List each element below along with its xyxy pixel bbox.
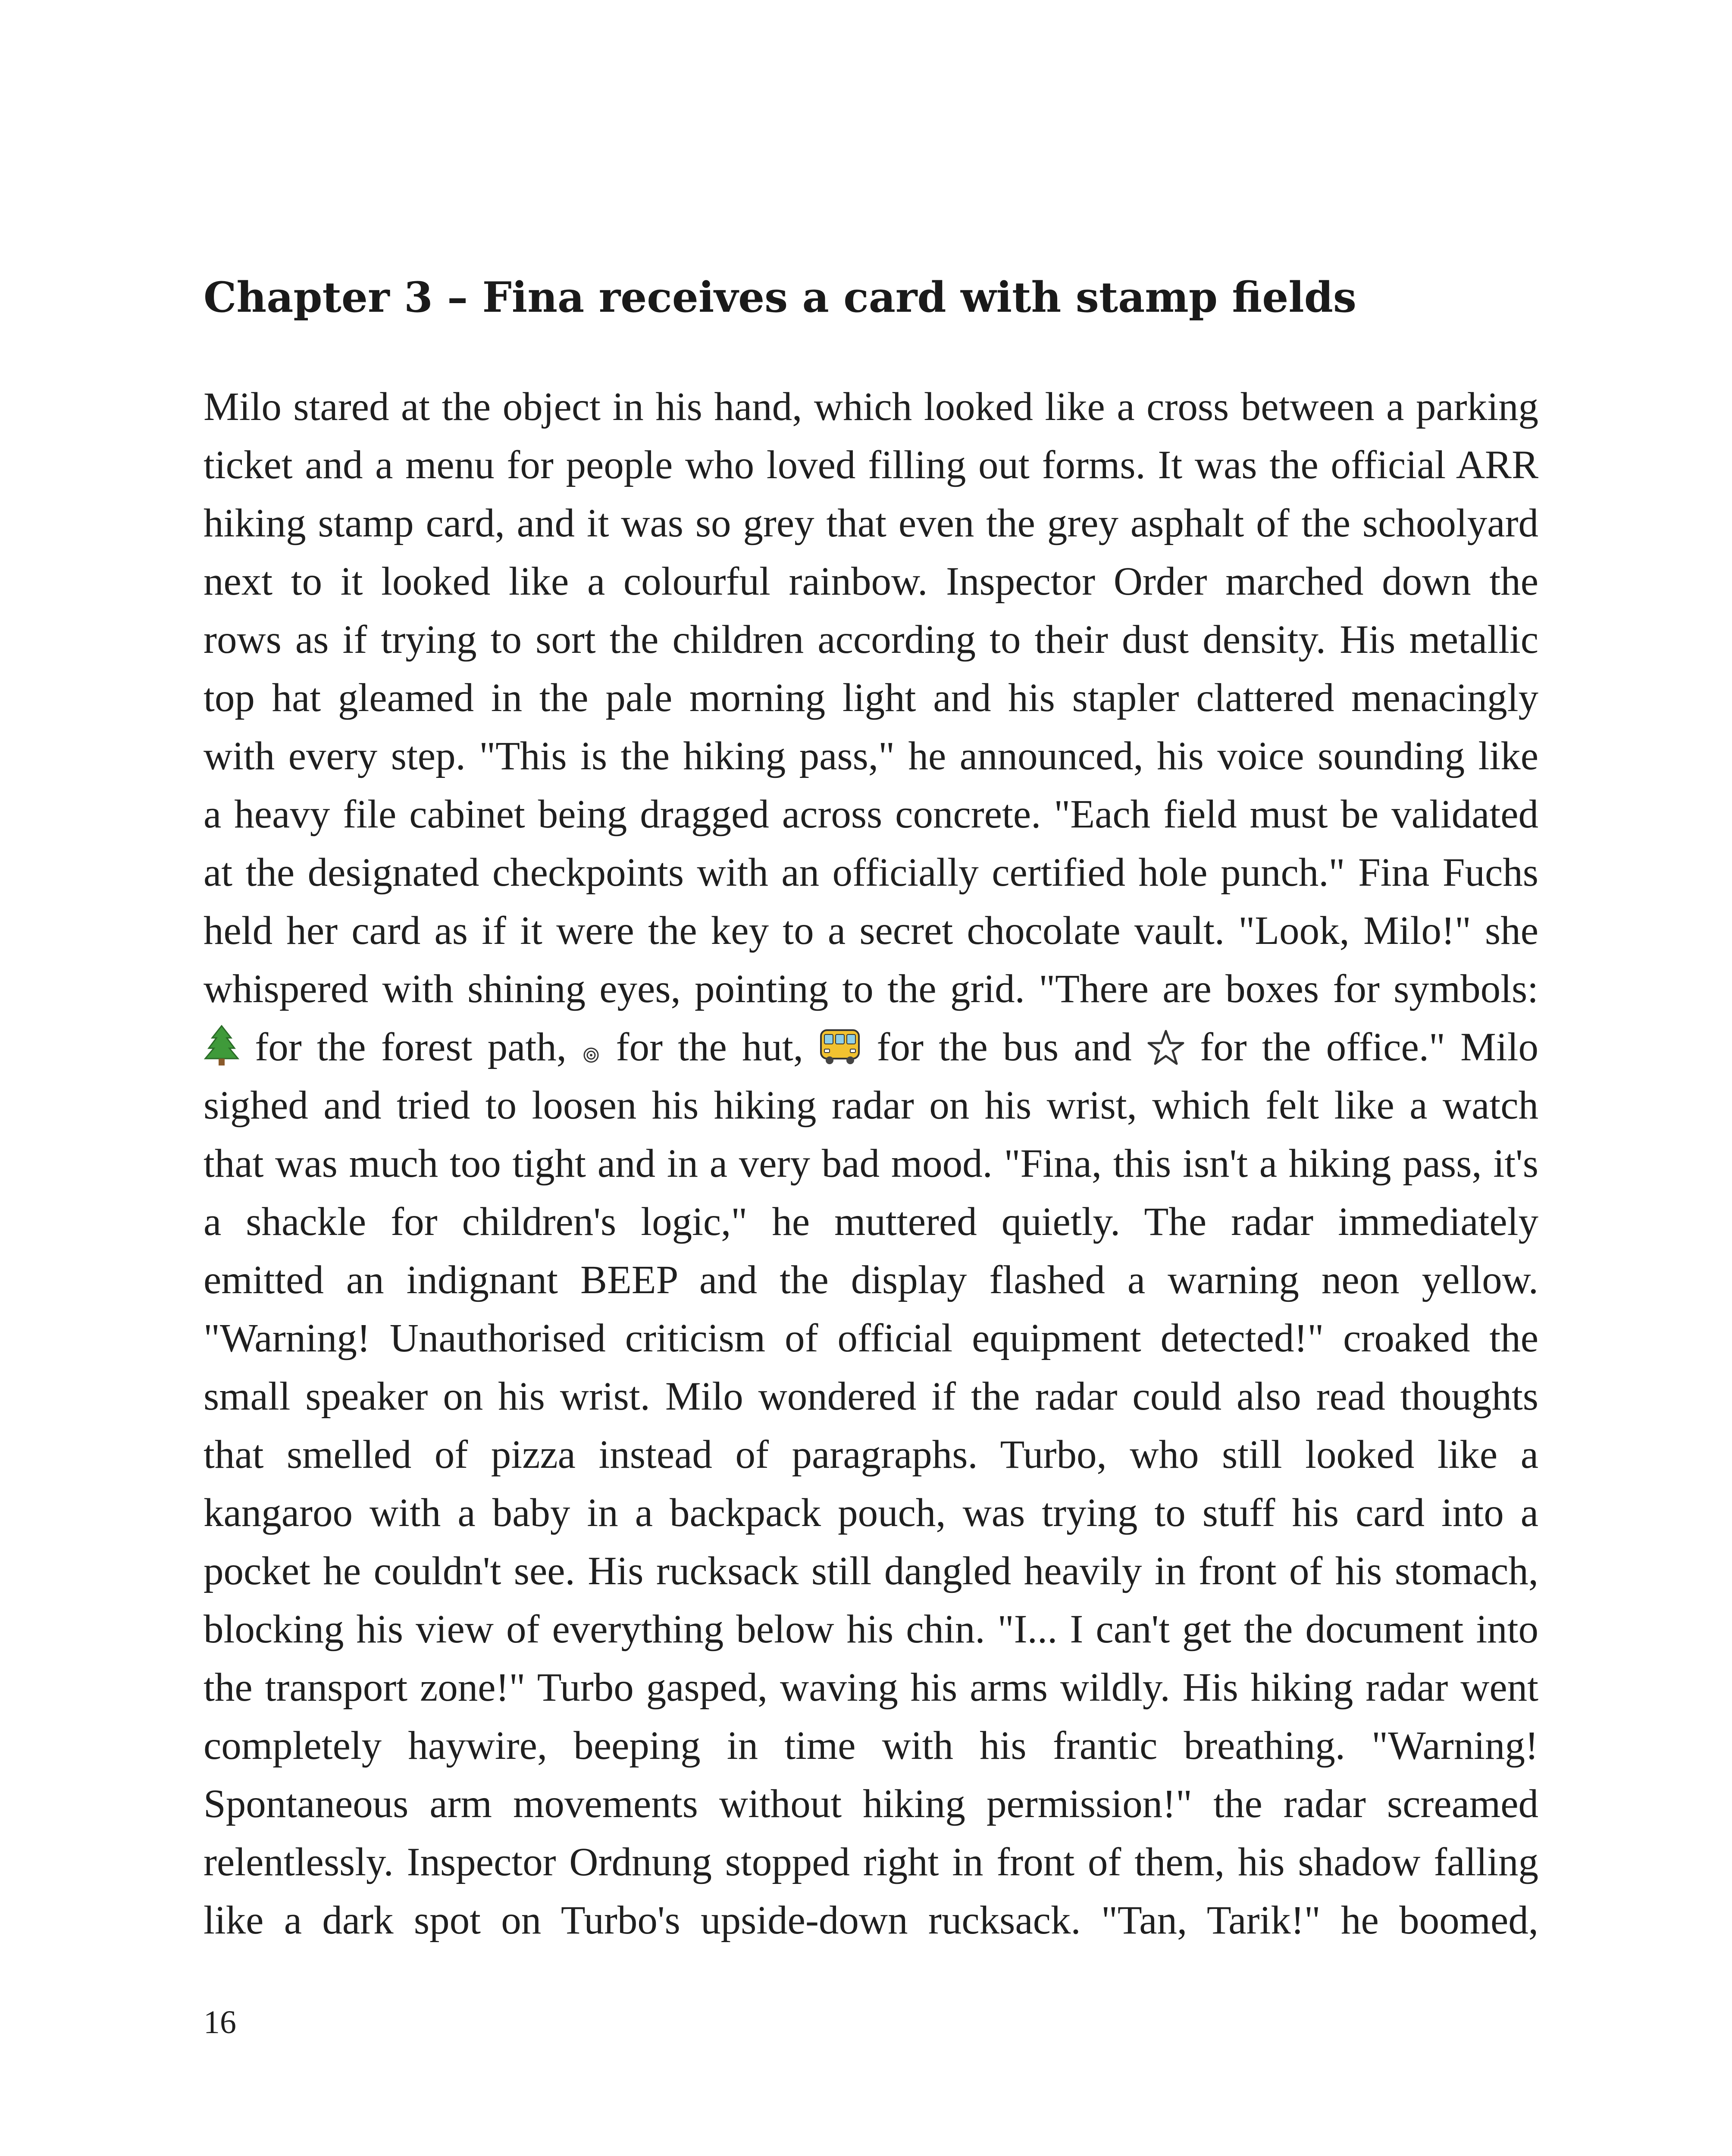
body-line: Milo stared at the object in his hand, which looked like a cross between a parking <box>204 385 1538 429</box>
star-icon <box>1147 1028 1185 1066</box>
body-line: at the designated checkpoints with an officially certified hole punch." Fina Fuchs <box>204 850 1538 895</box>
icon-line-text: for the forest path, <box>255 1025 567 1069</box>
body-line: a shackle for children's logic," he muttered quietly. The radar immediately <box>204 1200 1538 1244</box>
body-line: completely haywire, beeping in time with his frantic breathing. "Warning! <box>204 1724 1538 1768</box>
chapter-title: Chapter 3 – Fina receives a card with stamp fields <box>204 273 1356 322</box>
body-line: sighed and tried to loosen his hiking radar on his wrist, which felt like a watch <box>204 1083 1538 1128</box>
spiral-icon <box>582 1040 601 1066</box>
body-line: relentlessly. Inspector Ordnung stopped right in front of them, his shadow falling <box>204 1840 1538 1884</box>
body-line: rows as if trying to sort the children according to their dust density. His metallic <box>204 617 1538 662</box>
body-line: hiking stamp card, and it was so grey that even the grey asphalt of the schoolyard <box>204 501 1538 545</box>
body-line: held her card as if it were the key to a secret chocolate vault. "Look, Milo!" she <box>204 909 1538 953</box>
body-line: top hat gleamed in the pale morning light and his stapler clattered menacingly <box>204 676 1538 720</box>
body-line: emitted an indignant BEEP and the display flashed a warning neon yellow. <box>204 1258 1538 1302</box>
body-line: with every step. "This is the hiking pass," he announced, his voice sounding like <box>204 734 1538 778</box>
icon-line-text: for the hut, <box>616 1025 804 1069</box>
body-line: small speaker on his wrist. Milo wondered if the radar could also read thoughts <box>204 1374 1538 1419</box>
body-line: the transport zone!" Turbo gasped, waving his arms wildly. His hiking radar went <box>204 1665 1538 1710</box>
icon-line-text: for the office." Milo <box>1200 1025 1538 1069</box>
body-line: whispered with shining eyes, pointing to the grid. "There are boxes for symbols: <box>204 967 1538 1011</box>
body-line: Spontaneous arm movements without hiking permission!" the radar screamed <box>204 1782 1538 1826</box>
body-line: kangaroo with a baby in a backpack pouch, was trying to stuff his card into a <box>204 1491 1538 1535</box>
body-line: a heavy file cabinet being dragged across concrete. "Each field must be validated <box>204 792 1538 837</box>
body-line: like a dark spot on Turbo's upside-down rucksack. "Tan, Tarik!" he boomed, <box>204 1898 1538 1943</box>
page-number: 16 <box>204 2004 236 2040</box>
icon-line <box>204 1018 1538 1076</box>
icon-line-text: for the bus and <box>877 1025 1132 1069</box>
body-line: ticket and a menu for people who loved filling out forms. It was the official ARR <box>204 443 1538 487</box>
body-line: pocket he couldn't see. His rucksack still dangled heavily in front of his stomach, <box>204 1549 1538 1593</box>
body-line: that smelled of pizza instead of paragraphs. Turbo, who still looked like a <box>204 1432 1538 1477</box>
body-line: "Warning! Unauthorised criticism of official equipment detected!" croaked the <box>204 1316 1538 1360</box>
body-line: blocking his view of everything below his chin. "I... I can't get the document into <box>204 1607 1538 1651</box>
chapter-body <box>204 378 1538 1949</box>
tree-icon <box>204 1025 240 1066</box>
body-line: next to it looked like a colourful rainbow. Inspector Order marched down the <box>204 559 1538 604</box>
bus-icon <box>818 1028 861 1066</box>
body-line: that was much too tight and in a very bad mood. "Fina, this isn't a hiking pass, it's <box>204 1141 1538 1186</box>
